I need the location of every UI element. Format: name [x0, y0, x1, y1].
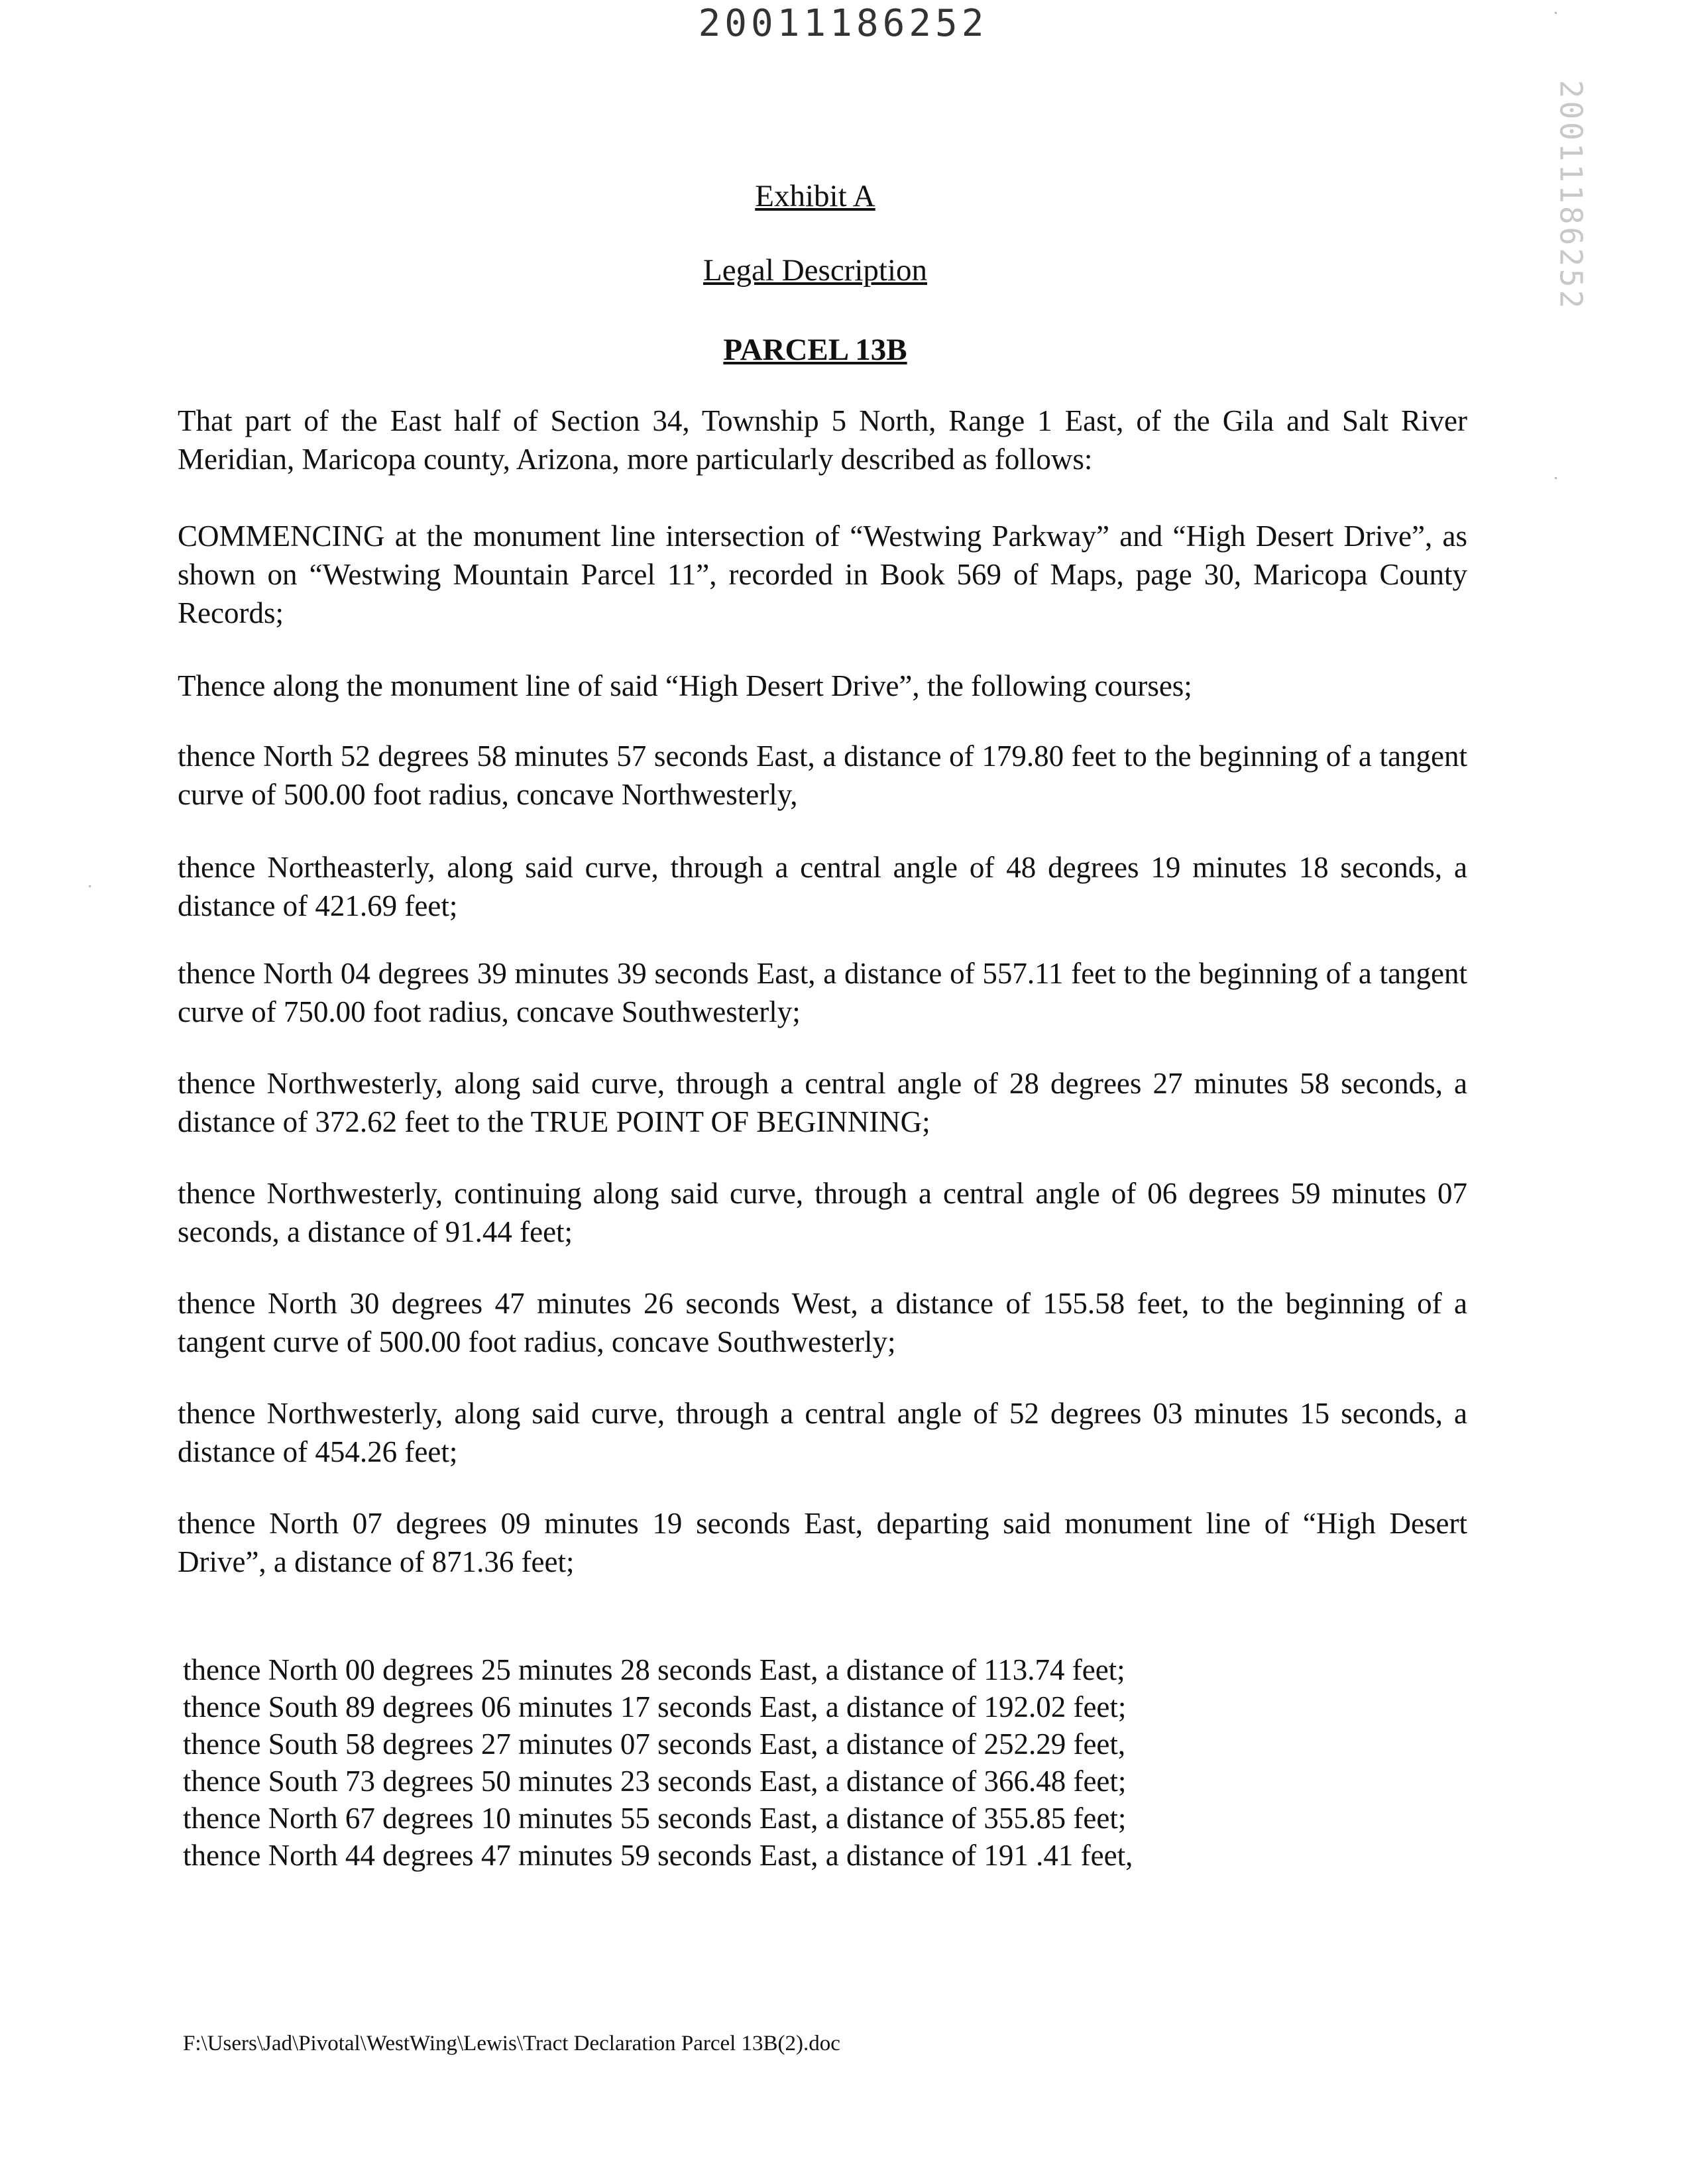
course-paragraph-5: thence Northwesterly, continuing along said curve, through a central angle of 06 degrees 59 minutes 07 seconds, a distance of 91.44 feet;: [178, 1177, 1467, 1248]
course-list: [183, 1651, 1376, 1874]
course-paragraph-7: thence Northwesterly, along said curve, through a central angle of 52 degrees 03 minutes 15 seconds, a distance of 454.26 feet;: [178, 1397, 1467, 1468]
course-paragraph-8: thence North 07 degrees 09 minutes 19 seconds East, departing said monument line of “High Desert Drive”, a distance of 871.36 feet;: [178, 1507, 1467, 1578]
parcel-heading: PARCEL 13B: [723, 333, 907, 367]
course-list-item: thence North 67 degrees 10 minutes 55 seconds East, a distance of 355.85 feet;: [183, 1802, 1127, 1835]
scan-speck: [89, 885, 91, 887]
course-paragraph-1: thence North 52 degrees 58 minutes 57 seconds East, a distance of 179.80 feet to the beginning of a tangent curve of 500.00 foot radius, concave Northwesterly,: [178, 739, 1467, 811]
scan-speck: [1555, 12, 1557, 14]
course-list-item: thence South 89 degrees 06 minutes 17 seconds East, a distance of 192.02 feet;: [183, 1690, 1127, 1723]
scan-speck: [1555, 477, 1557, 479]
course-list-item: thence North 44 degrees 47 minutes 59 seconds East, a distance of 191 .41 feet,: [183, 1839, 1133, 1872]
footer-file-path: F:\Users\Jad\Pivotal\WestWing\Lewis\Tract Declaration Parcel 13B(2).doc: [183, 2032, 840, 2055]
recording-number: 20011186252: [698, 2, 988, 45]
side-stamp-number: 20011186252: [1553, 80, 1589, 311]
course-list-item: thence South 58 degrees 27 minutes 07 seconds East, a distance of 252.29 feet,: [183, 1727, 1126, 1761]
exhibit-heading: Exhibit A: [755, 179, 875, 213]
course-list-item: thence North 00 degrees 25 minutes 28 seconds East, a distance of 113.74 feet;: [183, 1653, 1125, 1686]
thence-along-paragraph: Thence along the monument line of said “High Desert Drive”, the following courses;: [178, 669, 1192, 702]
intro-paragraph: That part of the East half of Section 34, Township 5 North, Range 1 East, of the Gila and Salt River Meridian, Maricopa county, Arizona, more particularly described as follows:: [178, 404, 1467, 476]
commencing-paragraph: COMMENCING at the monument line intersection of “Westwing Parkway” and “High Desert Drive”, as shown on “Westwing Mountain Parcel 11”, recorded in Book 569 of Maps, page 30, Maricopa County Records;: [178, 519, 1467, 629]
legal-description-heading: Legal Description: [702, 253, 928, 288]
course-list-item: thence South 73 degrees 50 minutes 23 seconds East, a distance of 366.48 feet;: [183, 1765, 1127, 1798]
course-paragraph-6: thence North 30 degrees 47 minutes 26 seconds West, a distance of 155.58 feet, to the beginning of a tangent curve of 500.00 foot radius, concave Southwesterly;: [178, 1287, 1467, 1358]
course-paragraph-4: thence Northwesterly, along said curve, through a central angle of 28 degrees 27 minutes 58 seconds, a distance of 372.62 feet to the TRUE POINT OF BEGINNING;: [178, 1067, 1467, 1138]
course-paragraph-2: thence Northeasterly, along said curve, through a central angle of 48 degrees 19 minutes 18 seconds, a distance of 421.69 feet;: [178, 851, 1467, 922]
course-paragraph-3: thence North 04 degrees 39 minutes 39 seconds East, a distance of 557.11 feet to the beginning of a tangent curve of 750.00 foot radius, concave Southwesterly;: [178, 957, 1467, 1028]
